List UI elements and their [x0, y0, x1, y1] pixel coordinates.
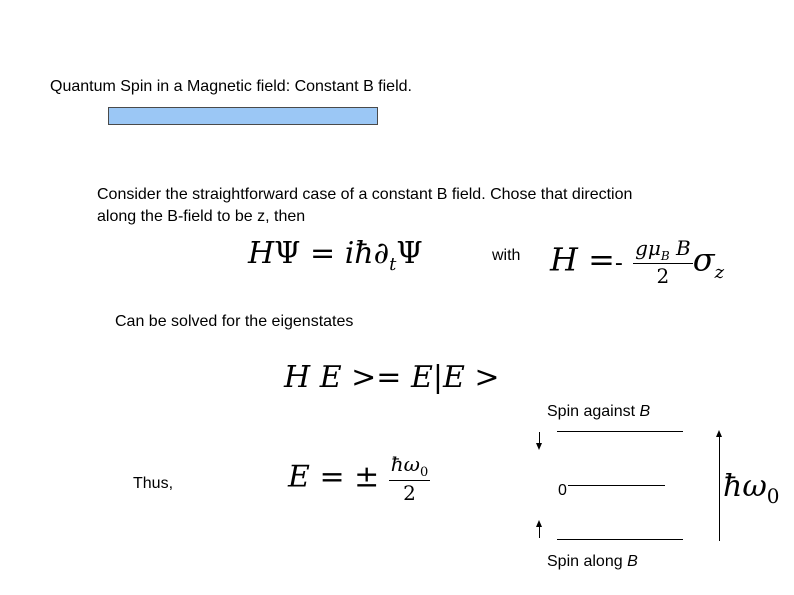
eigenstates-text: Can be solved for the eigenstates	[115, 313, 354, 330]
intro-text-line-1: Consider the straightforward case of a constant B field. Chose that direction	[97, 186, 633, 203]
zero-label: 0	[558, 482, 567, 499]
spin-up-arrow-shaft	[539, 526, 540, 538]
hamiltonian-equation: H =- $\frac{g\mu_B B}{2}$ $\sigma_z$	[550, 236, 725, 288]
spin-along-label: Spin along B	[547, 553, 638, 570]
thus-label: Thus,	[133, 475, 174, 492]
zero-energy-level	[568, 485, 665, 486]
title-underline-bar	[108, 107, 378, 125]
lower-energy-level	[557, 539, 683, 540]
eigen-equation: H E >= E|E >	[284, 360, 500, 395]
spin-against-label: Spin against B	[547, 403, 651, 420]
slide-title: Quantum Spin in a Magnetic field: Constant B field.	[50, 78, 412, 95]
spin-down-arrow-icon	[536, 443, 542, 450]
schrodinger-equation: $H\Psi = iħ\partial_t\Psi$	[248, 236, 423, 275]
upper-energy-level	[557, 431, 683, 432]
energy-gap-arrow-shaft	[719, 436, 720, 541]
energy-gap-label: $ħ\omega_0$	[723, 469, 780, 508]
energy-equation: E = ± $\frac{ħ\omega_0}{2}$	[288, 452, 429, 505]
with-label: with	[492, 247, 521, 264]
intro-text-line-2: along the B-field to be z, then	[97, 208, 306, 225]
